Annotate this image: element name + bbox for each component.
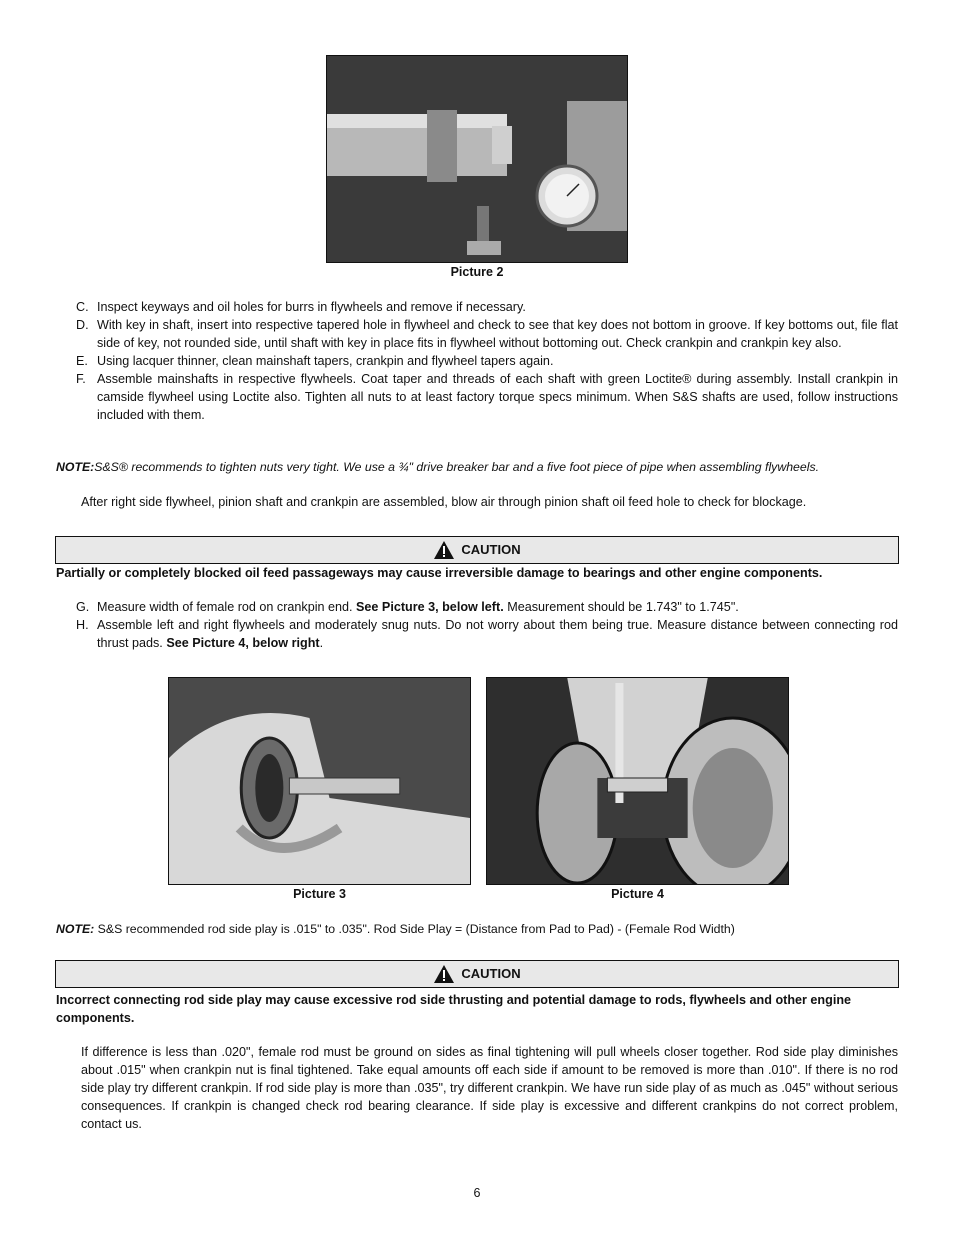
caution-banner-1 <box>55 536 899 564</box>
list-item <box>76 370 898 424</box>
picture-4-photo <box>486 677 789 885</box>
item-text: Inspect keyways and oil holes for burrs in flywheels and remove if necessary. <box>97 300 526 314</box>
item-text: Assemble mainshafts in respective flywheels. Coat taper and threads of each shaft with green Loctite® during assembly. Install crankpin in camside flywheel using Loctite also. Tighten all nuts to at least factory torque specs minimum. When S&S shafts are used, follow instructions included with them. <box>97 372 898 422</box>
item-letter: E. <box>76 354 88 368</box>
note-text: S&S® recommends to tighten nuts very tight. We use a ¾" drive breaker bar and a five foot piece of pipe when assembling flywheels. <box>94 460 820 474</box>
caution-label: CAUTION <box>461 542 521 557</box>
list-item <box>76 298 898 316</box>
item-letter: H. <box>76 618 89 632</box>
steps-list-1 <box>76 298 898 424</box>
note-text: S&S recommended rod side play is .015" to .035". Rod Side Play = (Distance from Pad to Pad) - (Female Rod Width) <box>94 922 735 936</box>
item-text: With key in shaft, insert into respective tapered hole in flywheel and check to see that key does not bottom in groove. If key bottoms out, file flat side of key, not rounded side, until shaft with key in place fits in flywheel without bottoming out. Check crankpin and crankpin key also. <box>97 318 898 350</box>
picture-2-photo <box>326 55 628 263</box>
list-item <box>76 316 898 352</box>
warning-icon <box>433 540 455 560</box>
item-letter: D. <box>76 318 89 332</box>
note-label: NOTE: <box>56 460 95 474</box>
note-tighten-nuts <box>56 458 898 476</box>
item-letter: G. <box>76 600 90 614</box>
caution-text-2: Incorrect connecting rod side play may cause excessive rod side thrusting and potential damage to rods, flywheels and other engine components. <box>56 993 852 1025</box>
paragraph-side-play-details: If difference is less than .020", female rod must be ground on sides as final tightening will pull wheels closer together. Rod side play diminishes about .015" when crankpin nut is final tightened. Take equal amounts off each side if amount to be removed is more than .010". If there is no rod side play try different crankpin. If rod side play is more than .035", try different crankpin. We have run side play of as much as .045" without serious consequences. If crankpin is changed check rod bearing clearance. If side play is excessive and different crankpins do not correct problem, contact us. <box>81 1045 898 1131</box>
caution-banner-2 <box>55 960 899 988</box>
list-item <box>76 598 898 616</box>
warning-icon <box>433 964 455 984</box>
caution-label: CAUTION <box>461 966 521 981</box>
item-letter: F. <box>76 372 86 386</box>
item-letter: C. <box>76 300 89 314</box>
picture-3-photo <box>168 677 471 885</box>
list-item <box>76 352 898 370</box>
item-text: Using lacquer thinner, clean mainshaft tapers, crankpin and flywheel tapers again. <box>97 354 554 368</box>
picture-3-caption: Picture 3 <box>293 887 346 901</box>
item-text: Assemble left and right flywheels and moderately snug nuts. Do not worry about them being true. Measure distance between connecting rod thrust pads. See Picture 4, below right. <box>97 618 898 650</box>
picture-4-caption: Picture 4 <box>611 887 664 901</box>
steps-list-2 <box>76 598 898 652</box>
caution-text-1: Partially or completely blocked oil feed passageways may cause irreversible damage to bearings and other engine components. <box>56 566 823 580</box>
item-text: Measure width of female rod on crankpin end. See Picture 3, below left. Measurement should be 1.743" to 1.745". <box>97 600 739 614</box>
page-number: 6 <box>473 1186 481 1200</box>
picture-2-caption: Picture 2 <box>450 265 504 279</box>
note-rod-side-play <box>56 920 898 938</box>
list-item <box>76 616 898 652</box>
paragraph-blow-air: After right side flywheel, pinion shaft and crankpin are assembled, blow air through pinion shaft oil feed hole to check for blockage. <box>81 495 807 509</box>
note-label: NOTE: <box>56 922 95 936</box>
